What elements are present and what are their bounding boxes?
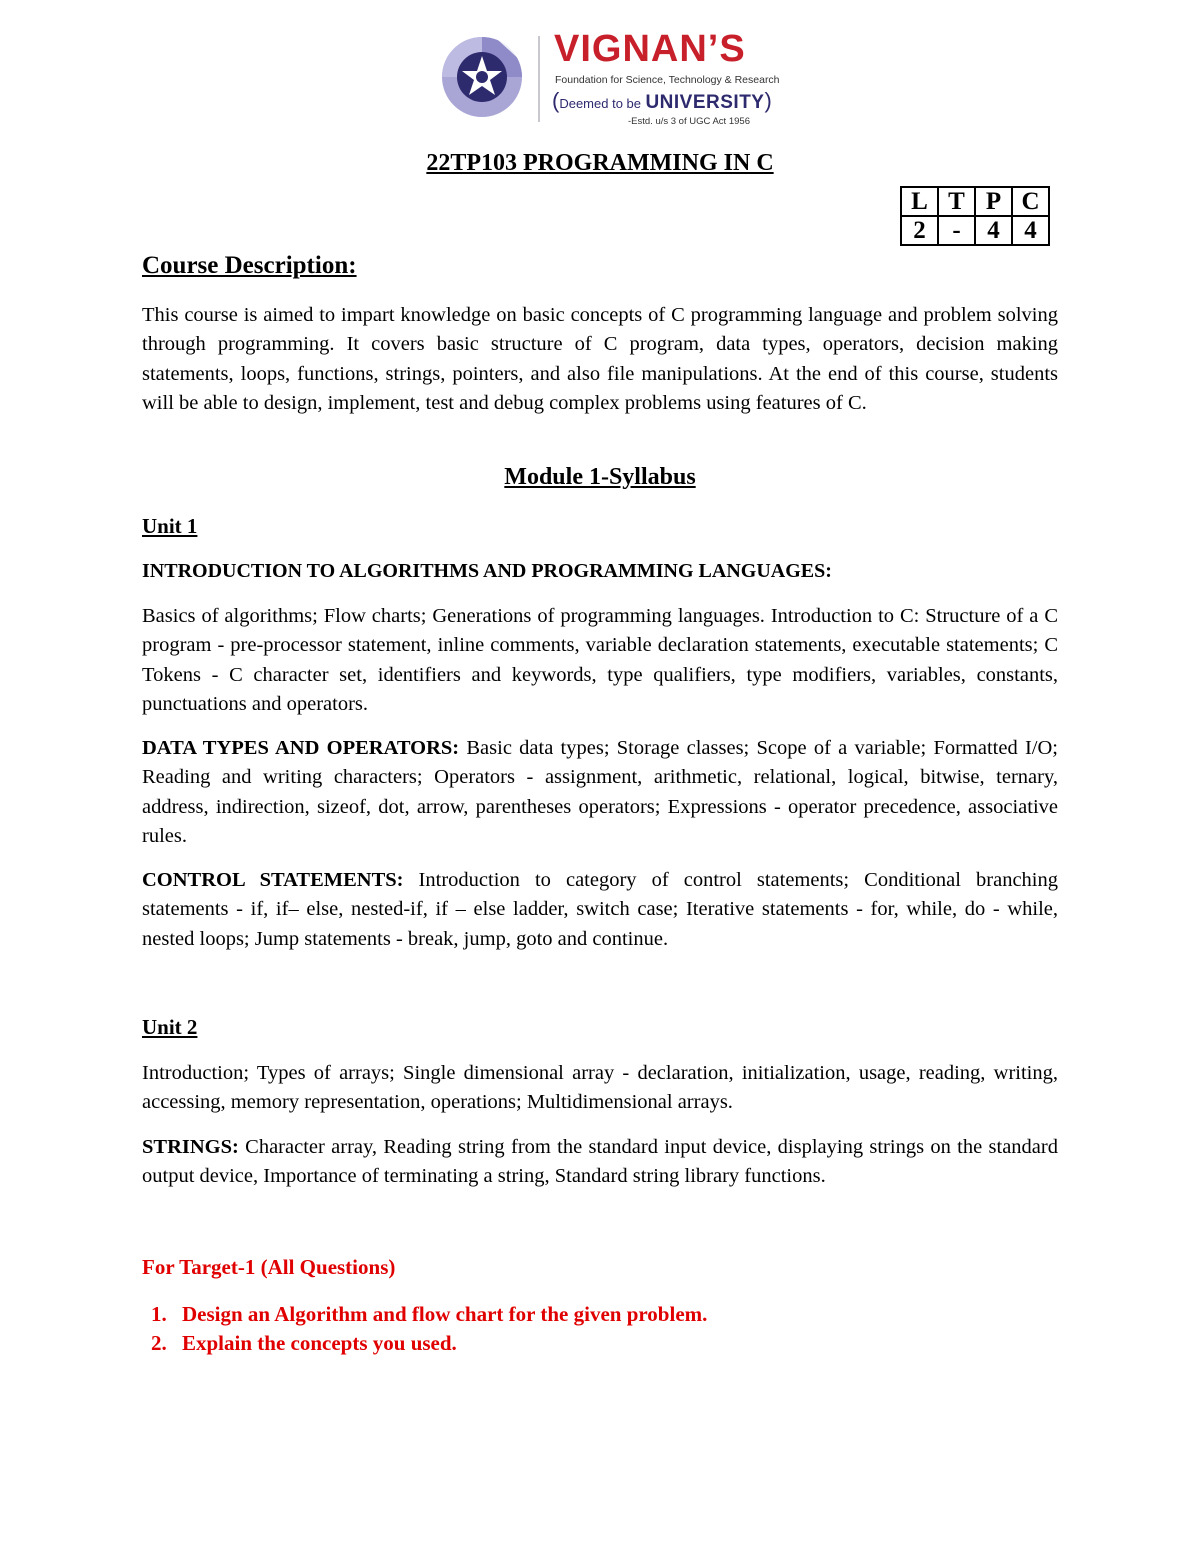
ltpc-value-l: 2 [901, 216, 938, 245]
control-text: Introduction to category of control statements; Conditional branching statements - if, if– else, nested-if, if – else ladder, switch case; Iterative statements - for, while, do - while, nested loops; Jump statements - break, jump, goto and continue. [142, 869, 1058, 950]
logo-tagline: Foundation for Science, Technology & Research [555, 74, 780, 86]
unit2-arrays-text: Introduction; Types of arrays; Single dimensional array - declaration, initialization, usage, reading, writing, accessing, memory representation, operations; Multidimensional arrays. [142, 1062, 1058, 1114]
control-label: CONTROL STATEMENTS: [142, 869, 404, 891]
unit1-control-paragraph [142, 866, 1058, 954]
data-types-text: Basic data types; Storage classes; Scope of a variable; Formatted I/O; Reading and writing characters; Operators - assignment, arithmetic, relational, logical, bitwise, ternary, address, indirection, sizeof, dot, arrow, parentheses operators; Expressions - operator precedence, associative rules. [142, 737, 1058, 847]
ltpc-header-p: P [975, 187, 1012, 216]
course-description-heading: Course Description: [142, 252, 357, 279]
vignan-emblem-icon [438, 32, 530, 122]
target-question-list [142, 1300, 707, 1358]
logo-estd: -Estd. u/s 3 of UGC Act 1956 [628, 116, 750, 127]
target-heading: For Target-1 (All Questions) [142, 1255, 396, 1279]
course-title: 22TP103 PROGRAMMING IN C [426, 150, 774, 176]
unit1-heading: Unit 1 [142, 514, 198, 538]
data-types-label: DATA TYPES AND OPERATORS: [142, 737, 460, 759]
target-question-item: 2. Explain the concepts you used. [172, 1329, 707, 1358]
unit1-section-title: INTRODUCTION TO ALGORITHMS AND PROGRAMMING LANGUAGES: [142, 560, 832, 582]
logo-university-line: (Deemed to be UNIVERSITY) [552, 88, 772, 113]
logo-university: UNIVERSITY [645, 92, 765, 113]
target-question-item: 1. Design an Algorithm and flow chart for the given problem. [172, 1300, 707, 1329]
ltpc-value-p: 4 [975, 216, 1012, 245]
ltpc-value-row [901, 216, 1049, 245]
university-logo [438, 30, 778, 130]
ltpc-header-row [901, 187, 1049, 216]
logo-brand: VIGNAN’S [554, 28, 746, 70]
ltpc-header-l: L [901, 187, 938, 216]
course-description-text: This course is aimed to impart knowledge on basic concepts of C programming language and problem solving through programming. It covers basic structure of C program, data types, operators, decision making statements, loops, functions, strings, pointers, and also file manipulations. At the end of this course, students will be able to design, implement, test and debug complex problems using features of C. [142, 304, 1058, 414]
unit2-heading: Unit 2 [142, 1015, 198, 1039]
unit1-data-types-paragraph [142, 734, 1058, 851]
ltpc-value-c: 4 [1012, 216, 1049, 245]
logo-divider [538, 36, 540, 122]
module-heading: Module 1-Syllabus [504, 464, 696, 490]
logo-deemed: Deemed to be [559, 96, 641, 111]
unit2-strings-paragraph [142, 1133, 1058, 1192]
strings-text: Character array, Reading string from the standard input device, displaying strings on the standard output device, Importance of terminating a string, Standard string library functions. [142, 1136, 1058, 1188]
ltpc-table [900, 186, 1050, 246]
strings-label: STRINGS: [142, 1136, 239, 1158]
ltpc-value-t: - [938, 216, 975, 245]
unit1-intro-text: Basics of algorithms; Flow charts; Generations of programming languages. Introduction to C: Structure of a C program - pre-processor statement, inline comments, variable declaration statements, executable statements; C Tokens - C character set, identifiers and keywords, type qualifiers, type modifiers, variables, constants, punctuations and operators. [142, 605, 1058, 715]
ltpc-header-t: T [938, 187, 975, 216]
ltpc-header-c: C [1012, 187, 1049, 216]
